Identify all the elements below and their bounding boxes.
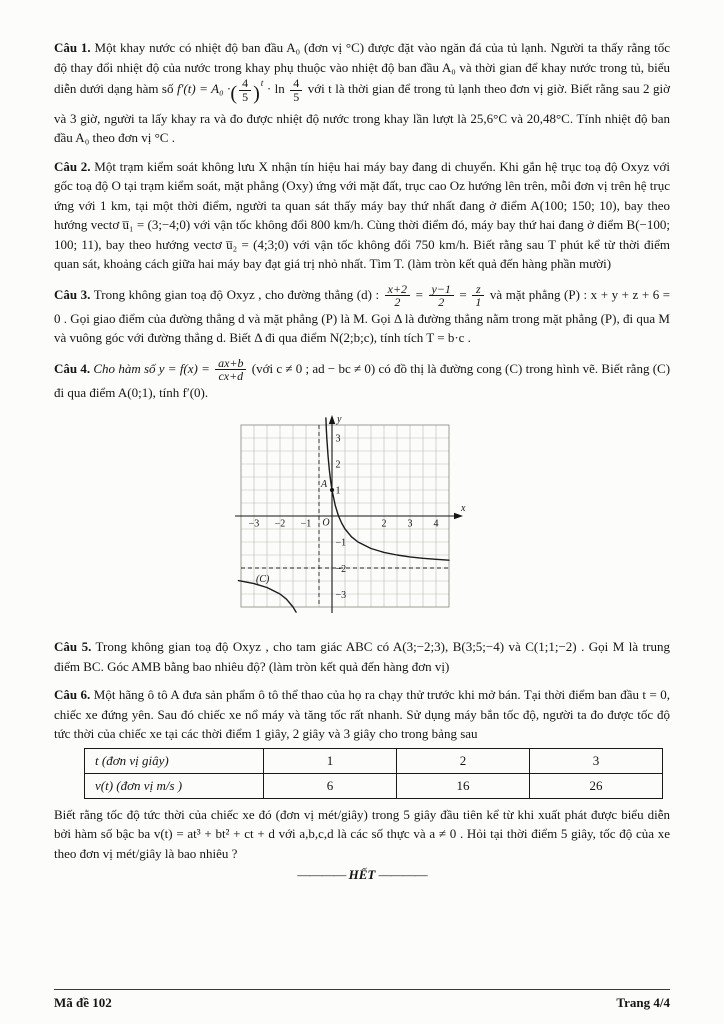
fraction-denominator: 5 <box>242 89 249 104</box>
q1-formula-lhs: f′(t) = A₀ · <box>176 81 231 97</box>
fraction-numerator: y−1 <box>429 283 454 297</box>
function-graph <box>222 412 472 624</box>
y-axis-arrow <box>329 415 335 424</box>
fraction <box>429 283 454 309</box>
open-paren: ( <box>230 82 238 105</box>
question-1-text-2: với t là thời gian để trong tủ lạnh theo đơn vị giờ. Biết rằng sau 2 giờ và 3 giờ, người ta lấy khay ra và đo được nhiệt độ nước trong khay lần lượt là 25,6°C và 20,48°C. Tính nhiệt độ ban đầu A₀ theo đơn vị °C . <box>54 81 671 146</box>
exponent: t <box>260 79 264 90</box>
question-2 <box>54 157 670 274</box>
equals-sign: = <box>459 286 467 302</box>
question-3 <box>54 283 670 348</box>
fraction-numerator: 4 <box>290 77 302 91</box>
fraction-numerator: x+2 <box>385 283 410 297</box>
table-cell-t1: 1 <box>264 748 397 773</box>
question-4-text-2: (với c ≠ 0 ; ad − bc ≠ 0) có đồ thị là đường cong (C) trong hình vẽ. Biết rằng (C) đi qua điểm A(0;1), tính f′(0). <box>54 361 671 400</box>
fraction-denominator: 5 <box>293 89 300 104</box>
y-tick-1: 1 <box>335 485 341 496</box>
table-cell-v2: 16 <box>397 773 530 798</box>
y-tick-3: 3 <box>335 433 341 444</box>
y-tick-2: 2 <box>335 459 341 470</box>
function-graph-figure <box>222 412 670 630</box>
fraction-numerator: ax+b <box>215 357 246 371</box>
x-axis-label: x <box>461 502 466 514</box>
question-2-text: Một trạm kiểm soát không lưu X nhận tín hiệu hai máy bay đang di chuyển. Khi gắn hệ trục toạ độ Oxyz với gốc toạ độ O tại trạm kiểm soát, mặt phẳng (Oxy) ứng với mặt đất, trục cao Oz hướng lên trên, mỗi đơn vị trên hệ trục ứng với 1 km, tại một thời điểm, người ta quan sát thấy máy bay thứ nhất đang ở điểm A(100; 150; 10), bay theo hướng vectơ u̅₁ = (3;−4;0) với vận tốc không đổi 800 km/h. Cùng thời điểm đó, máy bay thứ hai đang ở điểm B(−100; 100; 11), bay theo hướng vectơ u̅₂ = (4;3;0) với vận tốc không đổi 750 km/h. Biết rằng sau T phút kể từ thời điểm quan sát, khoảng cách giữa hai máy bay đạt giá trị nhỏ nhất. Tìm T. (làm tròn kết quả đến hàng phần mười) <box>54 158 670 272</box>
fraction <box>290 77 302 103</box>
question-1-text-1: Một khay nước có nhiệt độ ban đầu A₀ (đơn vị °C) được đặt vào ngăn đá của tủ lạnh. Người ta thấy rằng tốc độ thay đổi nhiệt độ của nước trong khay phụ thuộc vào nhiệt độ ban đầu A₀ và thời gian để khay nước trong tủ, biểu diễn dưới dạng hàm số <box>54 40 671 97</box>
origin-label: O <box>322 517 330 528</box>
x-tick--1: −1 <box>300 518 312 529</box>
table-cell-t2: 2 <box>397 748 530 773</box>
question-6-label: Câu 6. <box>54 687 91 702</box>
fraction <box>215 357 246 383</box>
page-number: Trang 4/4 <box>616 994 670 1010</box>
end-dash-right: ———— <box>378 867 427 882</box>
point-A-dot <box>330 487 334 491</box>
x-tick--3: −3 <box>248 518 260 529</box>
end-text: HẾT <box>348 867 376 882</box>
table-cell-v1: 6 <box>264 773 397 798</box>
x-tick-4: 4 <box>433 518 439 529</box>
question-6-intro <box>54 685 670 744</box>
x-tick-2: 2 <box>381 518 387 529</box>
fraction-numerator: 4 <box>239 77 251 91</box>
question-3-label: Câu 3. <box>54 286 91 302</box>
table-cell-speed-header: v(t) (đơn vị m/s ) <box>85 773 264 798</box>
y-tick--2: −2 <box>335 563 347 575</box>
question-2-label: Câu 2. <box>54 158 91 174</box>
y-tick--1: −1 <box>335 537 347 548</box>
fraction <box>239 77 251 103</box>
end-of-exam-mark <box>54 865 670 885</box>
speed-table <box>84 748 663 799</box>
equals-sign: = <box>415 286 423 302</box>
question-5 <box>54 637 670 676</box>
fraction-denominator: 1 <box>475 295 482 310</box>
table-row-speed <box>85 773 663 798</box>
q1-formula-mid: · ln <box>266 81 285 97</box>
table-cell-t3: 3 <box>530 748 663 773</box>
question-5-label: Câu 5. <box>54 639 92 654</box>
exam-code: Mã đề 102 <box>54 994 112 1010</box>
question-3-text-2: và mặt phẳng (P) : x + y + z + 6 = 0 . Gọi giao điểm của đường thẳng d và mặt phẳng (P) là M. Gọi Δ là đường thẳng nằm trong mặt phẳng (P), đi qua M và vuông góc với đường thẳng d. Biết Δ đi qua điểm N(2;b;c), tính tích T = b·c . <box>54 286 671 346</box>
table-row-time <box>85 748 663 773</box>
fraction-denominator: 2 <box>438 295 445 310</box>
x-tick-3: 3 <box>407 518 413 529</box>
curve-label: (C) <box>256 573 270 585</box>
point-A-label: A <box>320 478 328 490</box>
fraction-denominator: 2 <box>394 295 401 310</box>
close-paren: ) <box>253 82 260 105</box>
question-6-outro-text: Biết rằng tốc độ tức thời của chiếc xe đó (đơn vị mét/giây) trong 5 giây đầu tiên kể từ khi xuất phát được biểu diễn bởi hàm số bậc ba v(t) = at³ + bt² + ct + d với a,b,c,d là các số thực và a ≠ 0 . Hỏi tại thời điểm 5 giây, tốc độ của xe theo đơn vị mét/giây là bao nhiêu ? <box>54 806 670 861</box>
end-dash-left: ———— <box>297 867 346 882</box>
question-4-label: Câu 4. <box>54 361 91 377</box>
question-1-label: Câu 1. <box>54 40 91 55</box>
question-6-intro-text: Một hãng ô tô A đưa sản phẩm ô tô thể thao của họ ra chạy thử trước khi mở bán. Tại thời điểm ban đầu t = 0, chiếc xe đứng yên. Sau đó chiếc xe nổ máy và tăng tốc rất nhanh. Sử dụng máy bắn tốc độ, người ta đo được tốc độ tức thời của chiếc xe tại các thời điểm 1 giây, 2 giây và 3 giây cho trong bảng sau <box>54 687 670 741</box>
x-tick--2: −2 <box>274 518 286 529</box>
question-4-text-1: Cho hàm số y = f(x) = <box>93 361 210 377</box>
y-axis-label: y <box>337 413 342 425</box>
fraction <box>385 283 410 309</box>
fraction-numerator: z <box>472 283 484 297</box>
question-5-text: Trong không gian toạ độ Oxyz , cho tam giác ABC có A(3;−2;3), B(3;5;−4) và C(1;1;−2) . Gọi M là trung điểm BC. Góc AMB bằng bao nhiêu độ? (làm tròn kết quả đến hàng đơn vị) <box>54 639 670 674</box>
y-tick--3: −3 <box>335 589 347 601</box>
question-6-outro <box>54 805 670 864</box>
fraction-denominator: cx+d <box>218 369 244 384</box>
question-3-text-1: Trong không gian toạ độ Oxyz , cho đường thẳng (d) : <box>93 286 380 302</box>
table-cell-v3: 26 <box>530 773 663 798</box>
page-footer <box>54 989 670 1013</box>
question-4 <box>54 357 670 403</box>
table-cell-time-header: t (đơn vị giây) <box>85 748 264 773</box>
fraction <box>472 283 484 309</box>
question-1 <box>54 38 670 148</box>
